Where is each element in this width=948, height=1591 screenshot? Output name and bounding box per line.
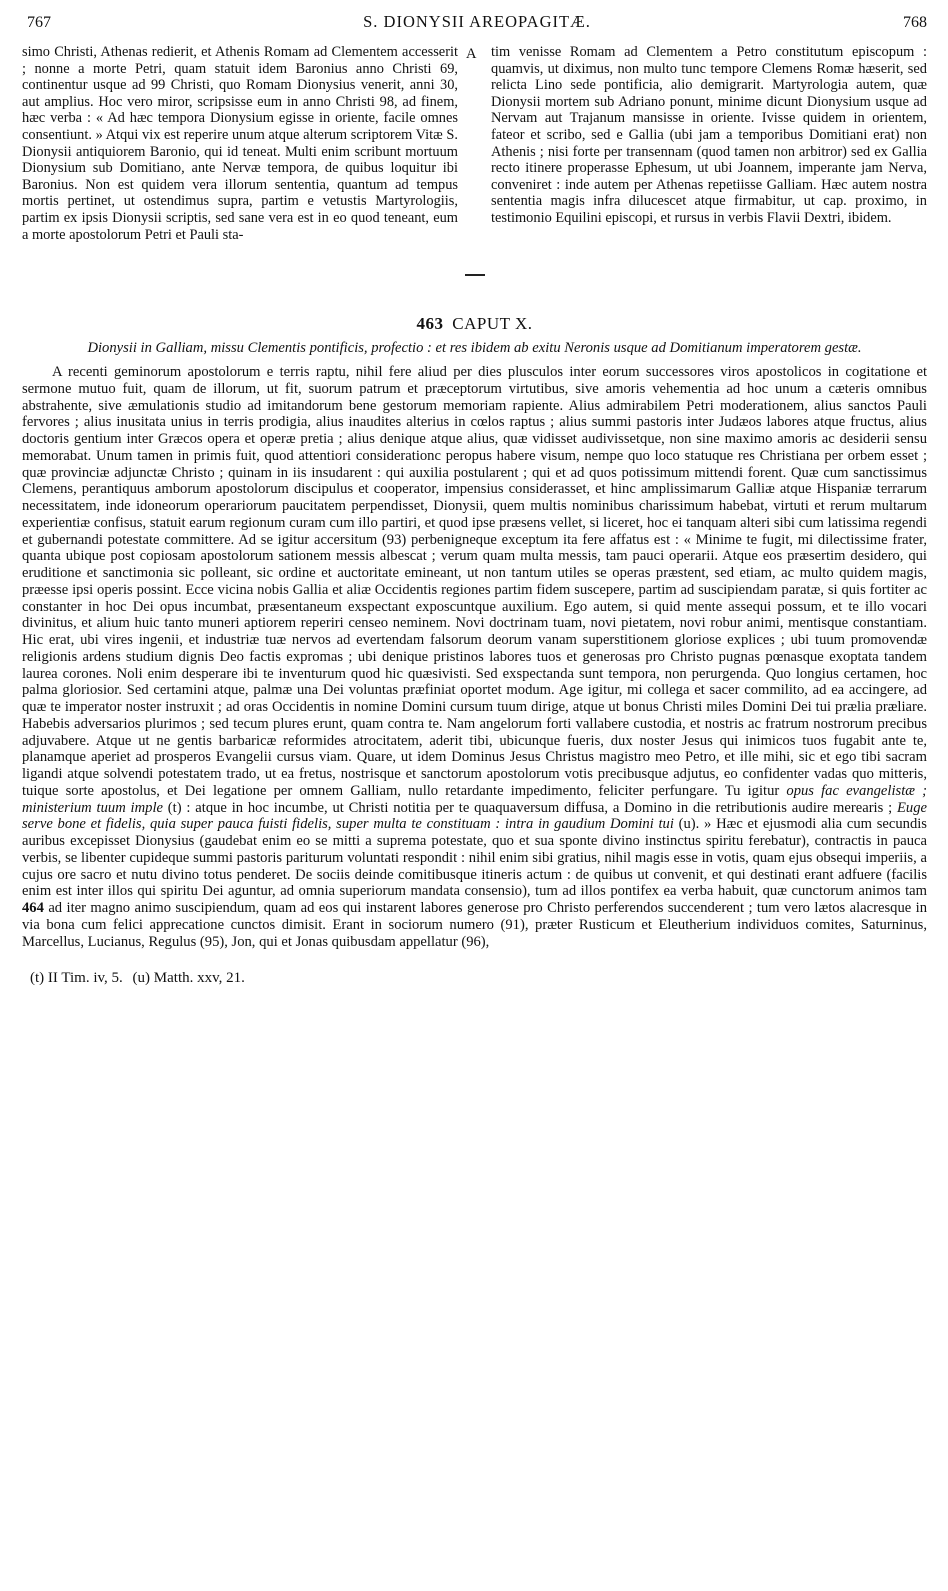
body-part-4: ad iter magno animo suscipiendum, quam ad eos qui instarent labores generose pro Christo perferendos succenderent ; tum vero lætos alacresque in via bona cum felici apprecatione cunctos dimisit. Erant in sociorum numero (91), præter Rusticum et Eleutherium individuos comites, Saturninus, Marcellus, Lucianus, Regulus (95), Jon, qui et Jonas quibusdam appellatur (96), [22, 900, 927, 950]
footnote-u: (u) Matth. xxv, 21. [132, 970, 245, 987]
footnotes [22, 970, 927, 987]
footnote-t: (t) II Tim. iv, 5. [30, 970, 123, 987]
right-column-text: tim venisse Romam ad Clementem a Petro constitutum episcopum : quamvis, ut diximus, non multo tunc tempore Clemens Romæ hæserit, sed relicta Lino sede pontificia, alio demigrarit. Martyrologia autem, quæ Dionysii mortem sub Adriano ponunt, minime dicunt Dionysium usque ad Nervam aut Trajanum mansisse in oriente. Ivisse quidem in orientem, fateor et scribo, sed e Gallia (ubi jam a temporibus Domitiani erat) non Athenis ; nisi forte per transennam (quod tamen non arbitror) sed ex Gallia recto itinere properasse Ephesum, ut ubi Joannem, imperante jam Nerva, conveniret : inde autem per Athenas repetiisse Galliam. Hæc autem nostra sententia magis infra dilucescet atque firmabitur, ut cap. proximo, in testimonio Equilini episcopi, et rursus in verbis Flavii Dextri, ibidem. [491, 44, 927, 226]
chapter-body [22, 364, 927, 950]
body-part-2: (t) : atque in hoc incumbe, ut Christi notitia per te quaquaversum diffusa, a Domino in die retributionis audire merearis ; [162, 799, 897, 816]
running-header [22, 12, 927, 36]
body-part-1: A recenti geminorum apostolorum e terris raptu, nihil fere aliud per dies plusculos inter eorum successores viros apostolicos in cogitatione et sermone mutuo fuit, quam de illorum, ut fit, suorum patrum et præceptorum virtutibus, sive amoris vehementia ad hoc unum a cæteris omnibus abstrahente, sive æmulationis studio ad imitandorum bene gestorum memoriam rapiente. Alius admirabilem Petri moderationem, alius sanctos Pauli fervores ; alius inusitata unius in terris prodigia, alius inaudites alterius in cœlos raptus ; alius summi pastoris inter Judæos labores atque fructus, alius doctoris gentium inter Græcos opera et operæ pretia ; alius denique atque alius, quæ vidisset audivissetque, non sine maximo amoris ac desiderii sensu memorabat. Unum tamen in primis fuit, quod attentiori considerationc peropus habere visum, nempe quo loco statuque res Christiana per orbem esset ; quæ provinciæ adjunctæ Christo ; quinam in iis insudarent : qui auxilia postularent ; qui et ad quos potissimum mittendi forent. Quæ cum sanctissimus Clemens, perantiquus amborum apostolorum discipulus et cooperator, impensius considerasset, et hinc amplissimarum Galliæ atque Hispaniæ terrarum necessitatem, inde idoneorum operariorum paucitatem perpendisset, Dionysii, quem multis nominibus charissimum habebat, virtuti et rerum multarum experientiæ confisus, statuit earum regionum curam cum illo partiri, et quod ipse præsens vellet, si liceret, hoc ei tanquam alteri sibi cum latissima regendi et gubernandi potestate committere. Ad se igitur accersitum (93) perbenigneque exceptum ita fere affatus est : « Minime te fugit, mi dilectissime frater, quanta ubique post copiosam apostolorum sationem messis albescat ; verum quam multa messis, tam pauci operarii. Atque eos præsertim desidero, qui eruditione et sanctimonia sic polleant, sic ordine et auctoritate emineant, ut non tantum utiles se operas præstent, sed etiam, ac multo quidem magis, præesse ipsi operis possint. Ecce vicina nobis Gallia et aliæ Occidentis regiones partim fidem suscepere, partim ad suscipiendam paratæ, si quis fortiter ac constanter in hoc Dei opus incumbat, præsentaneum exspectant exposcuntque auxilium. Ego autem, si quid mente assequi possum, et te illo vocari divinitus, et alium huic tanto muneri aptiorem reperiri censeo neminem. Novi doctrinam tuam, novi pietatem, novi robur animi, mentisque constantiam. Hic erat, ubi vires ingenii, et industriæ tuæ nervos ad evertendam falsorum deorum vanam superstitionem gloriose explices ; ubi tuum promovendæ religionis ardens studium dignis Deo factis expromas ; ubi denique pristinos labores tuos et generosas pro Christo pugnas pœnasque exoptata tandem laurea corones. Noli enim desperare ibi te inventurum quod hic quæsivisti. Sed exspectanda sunt tempora, non perurgenda. Quo longius certamen, hoc palma gloriosior. Sed certamini atque, palmæ una Dei voluntas præfiniat oportet modum. Age igitur, mi collega et sacer commilito, ad ea accingere, ad quæ te imperator noster instruxit ; ad oras Occidentis in nomine Domini cursum tuum dirige, atque ut bonus Christi miles Domini Dei tui prælia præliare. Habebis adversarios plurimos ; sed tecum plures erunt, quam contra te. Nam angelorum forti vallabere custodia, et nostris ac fratrum nostrorum precibus adjuvabere. Atque ut ne gentis barbaricæ reformides atrocitatem, aderit tibi, ubicunque fueris, dux noster Jesus qui inimicos tuos fugabit ante te, planamque aperiet ad prosperos Evangelii cursus viam. Quare, ut idem Dominus Jesus Christus magistro meo Petro, et ille mihi, sic et ego tibi sacram ligandi atque solvendi potestatem trado, ut ea fretus, nostrisque et sanctorum apostolorum votis precibusque adjutus, eo confidenter vadas quo mitteris, tuique sorte apostolus, et Dei legatione per omnem Galliam, nullo retardante impedimento, feliciter perfungare. Tu igitur [22, 364, 927, 799]
page-number-left: 767 [27, 14, 51, 31]
section-divider [465, 274, 485, 276]
running-title: S. DIONYSII AREOPAGITÆ. [363, 12, 591, 31]
chapter-margin-number: 463 [416, 314, 444, 334]
body-part-3: (u). » Hæc et ejusmodi alia cum secundis auribus excepisset Dionysius (gaudebat enim eo se mitti a suprema potestate, quo et sua sponte divino instinctus spiritu ferebatur), contractis in pauca verbis, se libenter cupideque summi pastoris pariturum voluntati respondit : nihil enim sibi gratius, nihil magis esse in votis, quam ejus obsequi imperiis, a cujus ore sacro et nutu divino totus penderet. De sociis deinde comitibusque itineris actum : de quibus ut convenit, et qui destinati erant adfuere (facilis enim est inter illos qui spiritu Dei aguntur, ad omnia superiorum mandata consensio), tum ad illos pontifex ea verba habuit, quæ cunctorum animos tam [22, 816, 927, 900]
body-quote-1: opus fac evangelistæ ; ministerium tuum imple [22, 782, 927, 816]
left-column-text: simo Christi, Athenas redierit, et Athenis Romam ad Clementem accesserit ; nonne a morte Petri, quam statuit idem Baronius anno Christi 69, continentur usque ad 99 Christi, quo Romam Dionysius venerit, anni 30, aut amplius. Hoc vero miror, scripsisse eum in anno Christi 98, ad finem, hæc verba : « Ad hæc tempora Dionysium egisse in oriente, facile omnes consentiunt. » Atqui vix est reperire unum atque alterum scriptorem Vitæ S. Dionysii antiquiorem Baronio, qui id teneat. Multi enim scribunt mortuum Dionysium sub Domitiano, ante Nervæ tempora, de quibus loquitur ibi Baronius. Non est quidem vera illorum sententia, quantum ad tempus mortis pertinet, ut ostendimus supra, partim e vetustis Martyrologiis, partim ex ipsis Dionysii scriptis, sed sane vera est in eo quod teneant, eum a morte apostolorum Petri et Pauli sta- [22, 44, 458, 243]
document-page [22, 12, 927, 987]
chapter-subtitle: Dionysii in Galliam, missu Clementis pontificis, profectio : et res ibidem ab exitu Neronis usque ad Domitianum imperatorem gestæ. [87, 340, 862, 357]
inline-margin-number: 464 [22, 900, 44, 917]
body-quote-2: Euge serve bone et fidelis, quia super pauca fuisti fidelis, super multa te constituam : intra in gaudium Domini tui [22, 799, 927, 833]
column-marker: A [466, 46, 477, 62]
page-number-right: 768 [903, 14, 927, 31]
two-column-section [22, 44, 927, 243]
chapter-heading [22, 314, 927, 334]
chapter-title: CAPUT X. [452, 314, 533, 334]
